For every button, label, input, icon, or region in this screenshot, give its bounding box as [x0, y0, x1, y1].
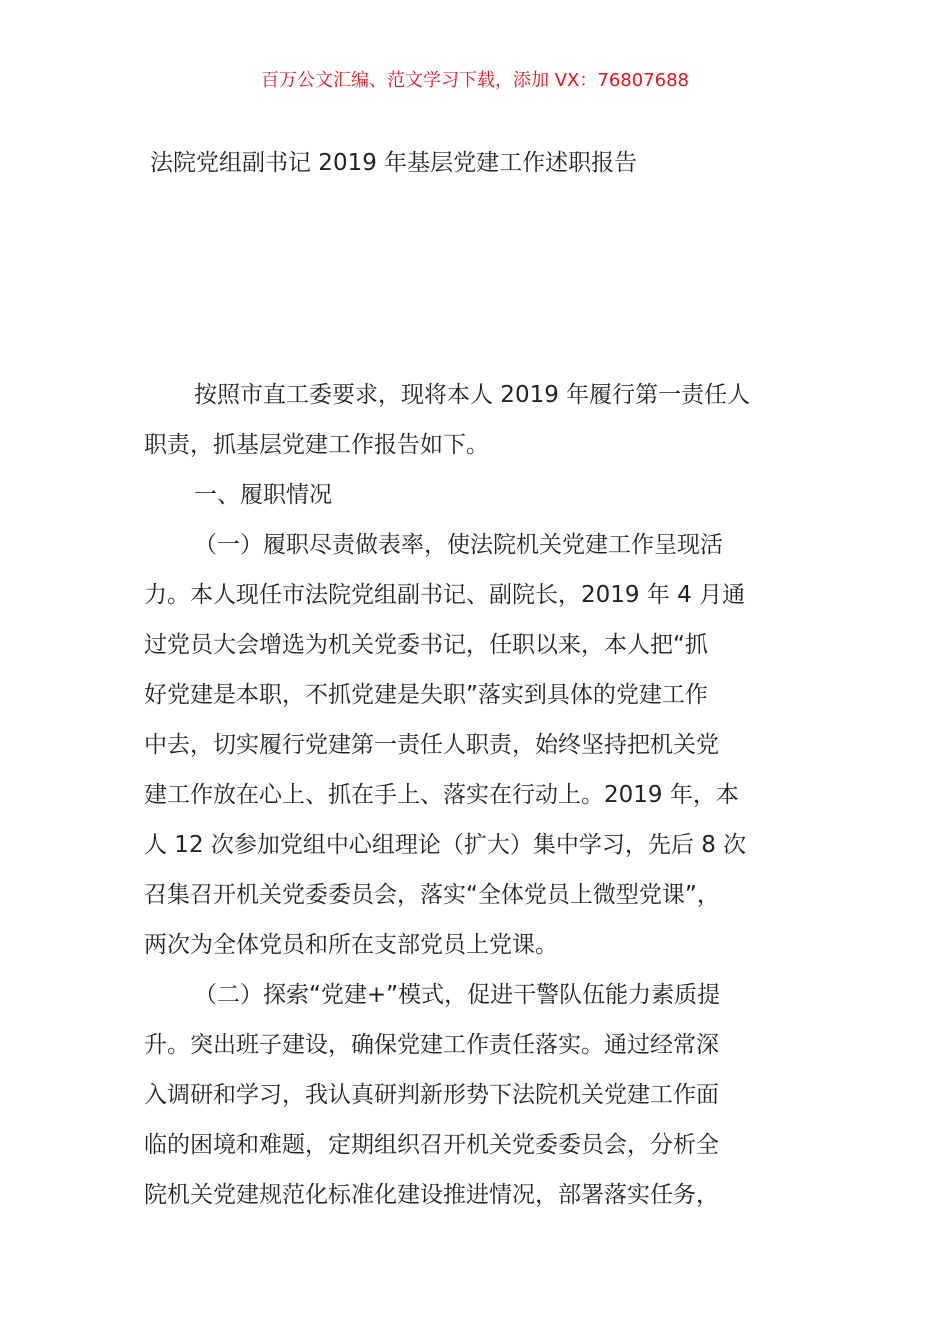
paragraph-1-line: 好党建是本职，不抓党建是失职”落实到具体的党建工作 — [144, 682, 708, 708]
paragraph-1-line: （一）履职尽责做表率，使法院机关党建工作呈现活 — [194, 532, 723, 558]
paragraph-intro-line: 按照市直工委要求，现将本人 2019 年履行第一责任人 — [194, 382, 751, 408]
paragraph-2-line: 入调研和学习，我认真研判新形势下法院机关党建工作面 — [144, 1082, 719, 1108]
paragraph-intro-line: 职责，抓基层党建工作报告如下。 — [144, 432, 489, 458]
paragraph-1-line: 召集召开机关党委委员会，落实“全体党员上微型党课”， — [144, 882, 720, 908]
paragraph-2-line: 升。突出班子建设，确保党建工作责任落实。通过经常深 — [144, 1032, 719, 1058]
paragraph-1-line: 过党员大会增选为机关党委书记，任职以来，本人把“抓 — [144, 632, 708, 658]
paragraph-2-line: 院机关党建规范化标准化建设推进情况，部署落实任务， — [144, 1182, 719, 1208]
paragraph-1-line: 力。本人现任市法院党组副书记、副院长，2019 年 4 月通 — [144, 582, 746, 608]
paragraph-1-line: 人 12 次参加党组中心组理论（扩大）集中学习，先后 8 次 — [144, 832, 747, 858]
paragraph-2-line: （二）探索“党建+”模式，促进干警队伍能力素质提 — [194, 982, 721, 1008]
document-title: 法院党组副书记 2019 年基层党建工作述职报告 — [150, 150, 638, 176]
section-heading: 一、履职情况 — [194, 482, 332, 508]
paragraph-1-line: 两次为全体党员和所在支部党员上党课。 — [144, 932, 558, 958]
paragraph-2-line: 临的困境和难题，定期组织召开机关党委委员会，分析全 — [144, 1132, 719, 1158]
paragraph-1-line: 中去，切实履行党建第一责任人职责，始终坚持把机关党 — [144, 732, 719, 758]
document-body — [144, 373, 814, 1223]
header-banner: 百万公文汇编、范文学习下载，添加 VX：76807688 — [261, 70, 689, 91]
paragraph-1-line: 建工作放在心上、抓在手上、落实在行动上。2019 年，本 — [144, 782, 739, 808]
